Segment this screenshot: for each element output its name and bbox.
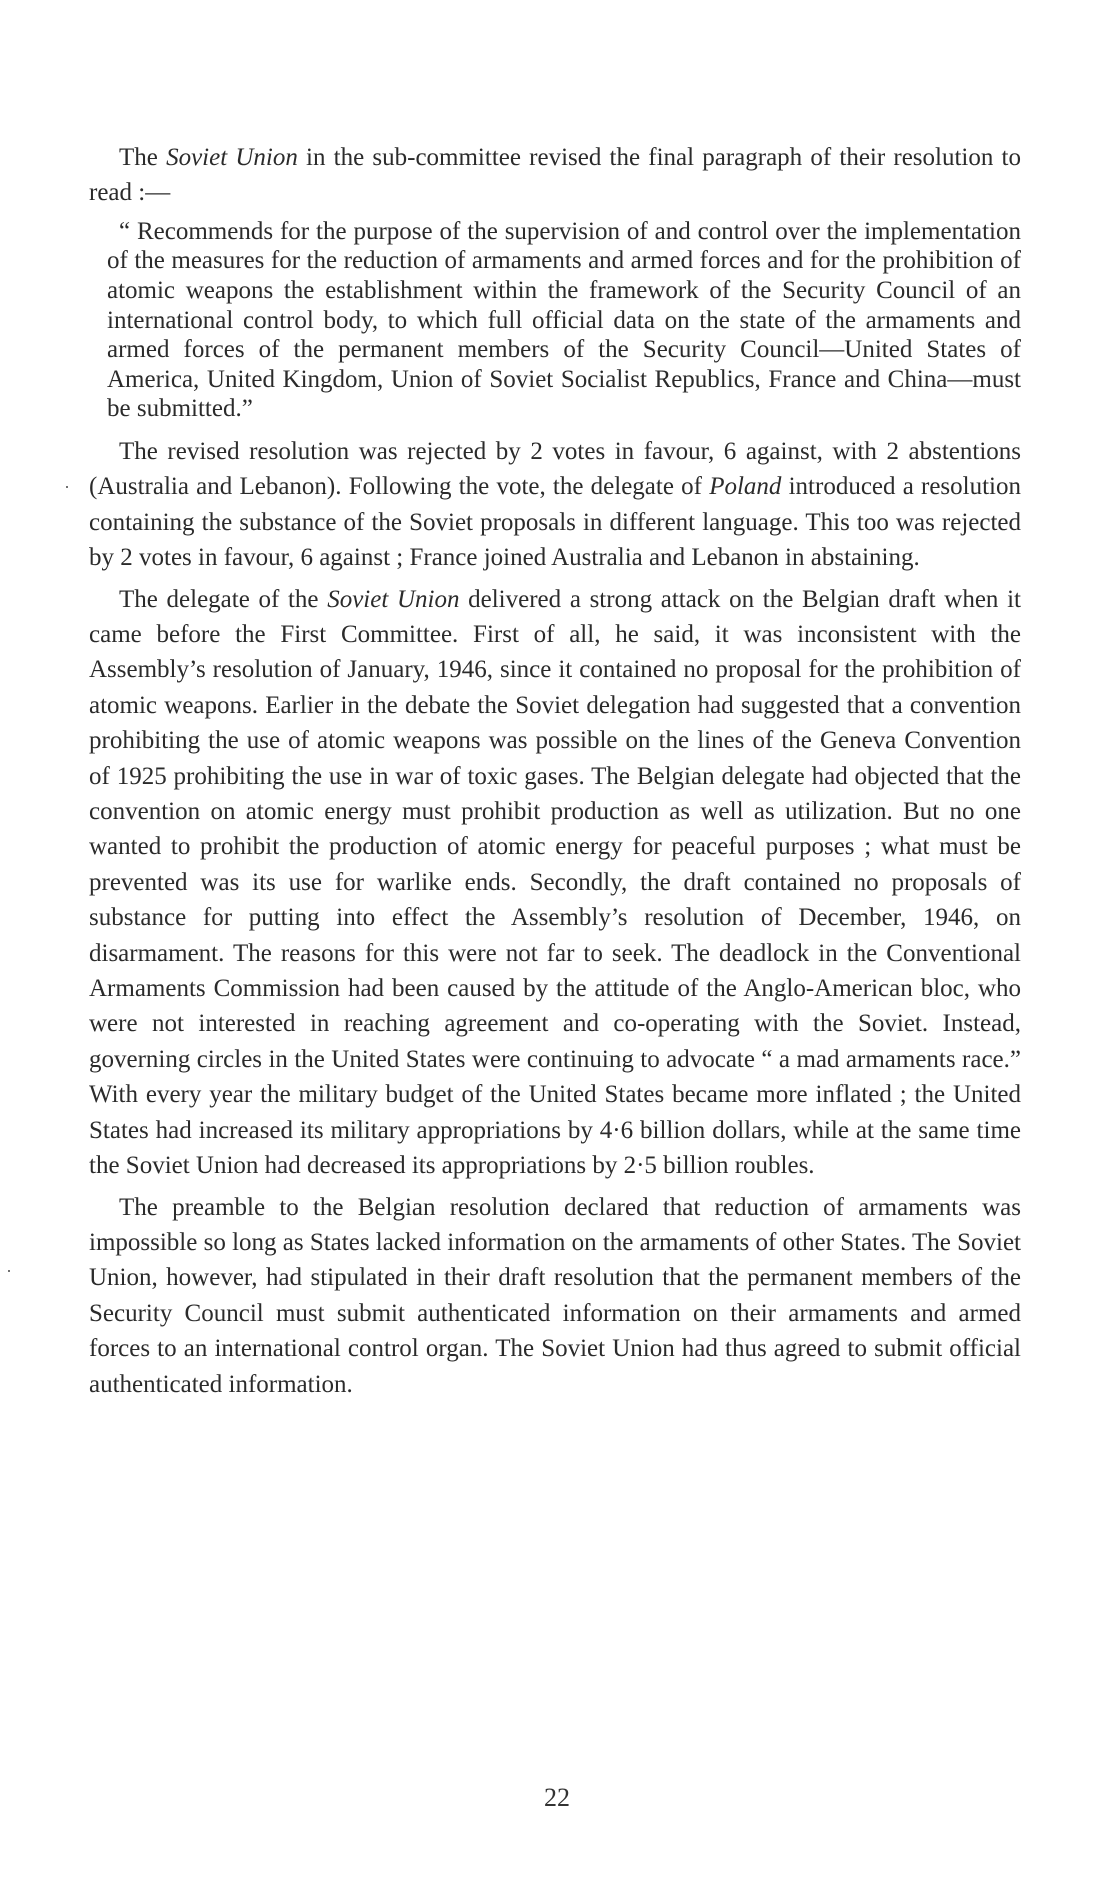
paragraph-2-country-name: Poland (709, 473, 782, 501)
paragraph-1-text-after: in the sub-committee revised the final paragraph of their resolution to read :— (89, 144, 1021, 207)
paragraph-3 (89, 582, 1021, 1184)
paragraph-1 (89, 140, 1021, 211)
paragraph-4: The preamble to the Belgian resolution declared that reduction of armaments was impossible so long as States lacked information on the armaments of other States. The Soviet Union, however, had stipulated in their draft resolution that the permanent members of the Security Council must submit authenticated information on their armaments and armed forces to an international control organ. The Soviet Union had thus agreed to submit official authenticated information. (89, 1193, 1022, 1398)
paragraph-2 (89, 434, 1021, 576)
margin-speck (66, 486, 68, 488)
paragraph-3-country-name: Soviet Union (327, 585, 460, 613)
paragraph-3-text-after: delivered a strong attack on the Belgian draft when it came before the First Committee. First of all, he said, it was inconsistent with the Assembly’s resolution of January, 1946, since it contained no proposal for the prohibition of atomic weapons. Earlier in the debate the Soviet delegation had suggested that a convention prohibiting the use of atomic weapons was possible on the lines of the Geneva Convention of 1925 prohibiting the use in war of toxic gases. The Belgian delegate had objected that the convention on atomic energy must prohibit production as well as utilization. But no one wanted to prohibit the production of atomic energy for peaceful purposes ; what must be prevented was its use for warlike ends. Secondly, the draft contained no proposals of substance for putting into effect the Assembly’s resolution of December, 1946, on disarmament. The reasons for this were not far to seek. The deadlock in the Conventional Armaments Commission had been caused by the attitude of the Anglo-American bloc, who were not interested in reaching agreement and co-operating with the Soviet. Instead, governing circles in the United States were continuing to advocate “ a mad armaments race.” With every year the military budget of the United States became more inflated ; the United States had increased its military appropriations by 4·6 billion dollars, while at the same time the Soviet Union had decreased its appropriations by 2·5 billion roubles. (89, 585, 1021, 1180)
paragraph-1-country-name: Soviet Union (166, 144, 298, 171)
resolution-quote: “ Recommends for the purpose of the supervision of and control over the implementation of the measures for the reduction of armaments and armed forces and for the prohibition of atomic weapons the establishment within the framework of the Security Council of an international control body, to which full official data on the state of the armaments and armed forces of the permanent members of the Security Council—United States of America, United Kingdom, Union of Soviet Socialist Republics, France and China—must be submitted.” (107, 217, 1021, 423)
margin-speck (8, 1270, 10, 1272)
paragraph-2-text-before: The revised resolution was rejected by 2 votes in favour, 6 against, with 2 abstentions (Australia and Lebanon). Following the vote, the delegate of (89, 437, 1021, 501)
page-number: 22 (544, 1783, 570, 1812)
paragraph-3-text-before: The delegate of the (119, 585, 328, 613)
paragraph-1-text-before: The (119, 144, 167, 171)
document-body (89, 140, 1021, 1402)
paragraph-2-text-after: introduced a resolution containing the substance of the Soviet proposals in different language. This too was rejected by 2 votes in favour, 6 against ; France joined Australia and Lebanon in abstaining. (89, 473, 1022, 572)
